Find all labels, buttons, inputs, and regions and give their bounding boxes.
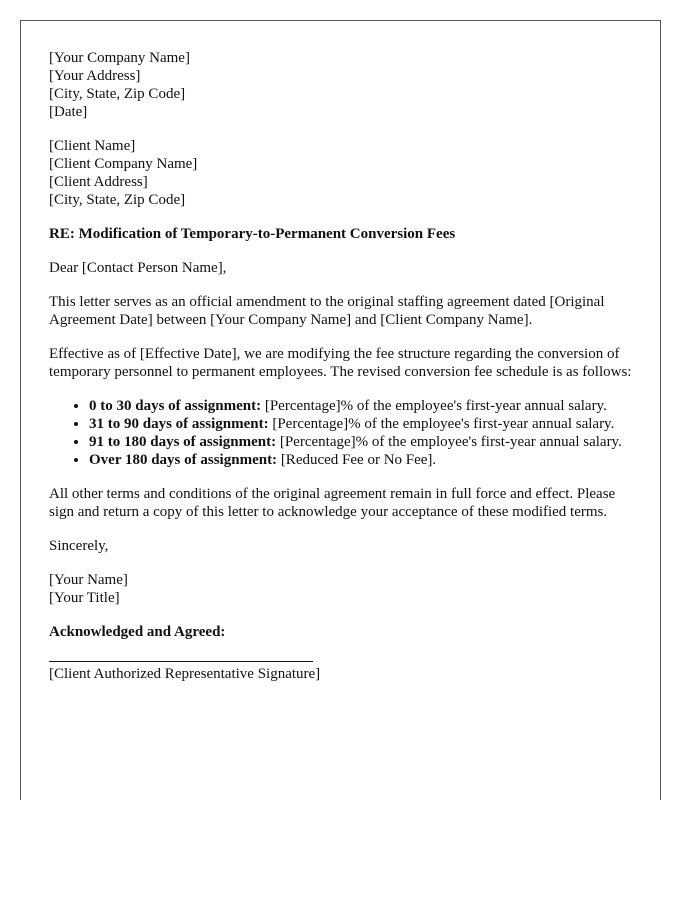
fee-schedule-item xyxy=(89,415,634,433)
salutation: Dear [Contact Person Name], xyxy=(49,260,227,276)
fee-value: [Percentage]% of the employee's first-year annual salary. xyxy=(268,416,615,432)
sender-address: [Your Address] xyxy=(49,68,141,84)
signature-caption: [Client Authorized Representative Signature] xyxy=(49,666,321,682)
fee-schedule-item xyxy=(89,451,634,469)
recipient-block xyxy=(49,137,660,209)
fee-term: Over 180 days of assignment: xyxy=(89,452,278,468)
fee-value: [Reduced Fee or No Fee]. xyxy=(277,452,437,468)
fee-schedule-item xyxy=(89,433,634,451)
fee-value: [Percentage]% of the employee's first-year annual salary. xyxy=(261,398,607,414)
sender-city-state-zip: [City, State, Zip Code] xyxy=(49,86,186,102)
fee-term: 31 to 90 days of assignment: xyxy=(89,416,269,432)
sender-block xyxy=(49,49,660,121)
closing-paragraph: All other terms and conditions of the original agreement remain in full force and effect. Please sign and return a copy of this letter to acknowledge your acceptance of these modified terms. xyxy=(49,486,616,520)
fee-schedule-list xyxy=(49,397,634,469)
recipient-company: [Client Company Name] xyxy=(49,156,198,172)
recipient-name: [Client Name] xyxy=(49,138,136,154)
letter-date: [Date] xyxy=(49,104,88,120)
letter-page xyxy=(20,20,661,800)
acknowledgement-heading: Acknowledged and Agreed: xyxy=(49,624,226,640)
intro-paragraph: This letter serves as an official amendment to the original staffing agreement dated [Original Agreement Date] between [Your Company Name] and [Client Company Name]. xyxy=(49,294,605,328)
sender-company-name: [Your Company Name] xyxy=(49,50,190,66)
signer-name: [Your Name] xyxy=(49,572,128,588)
recipient-city-state-zip: [City, State, Zip Code] xyxy=(49,192,186,208)
fee-value: [Percentage]% of the employee's first-year annual salary. xyxy=(276,434,622,450)
valediction: Sincerely, xyxy=(49,538,109,554)
fee-schedule-item xyxy=(89,397,634,415)
fee-term: 0 to 30 days of assignment: xyxy=(89,398,262,414)
effective-paragraph: Effective as of [Effective Date], we are modifying the fee structure regarding the conversion of temporary personnel to permanent employees. The revised conversion fee schedule is as follows: xyxy=(49,346,632,380)
recipient-address: [Client Address] xyxy=(49,174,148,190)
fee-term: 91 to 180 days of assignment: xyxy=(89,434,277,450)
signature-line xyxy=(49,661,313,662)
signer-block xyxy=(49,571,660,607)
subject-line: RE: Modification of Temporary-to-Permanent Conversion Fees xyxy=(49,226,456,242)
signer-title: [Your Title] xyxy=(49,590,120,606)
